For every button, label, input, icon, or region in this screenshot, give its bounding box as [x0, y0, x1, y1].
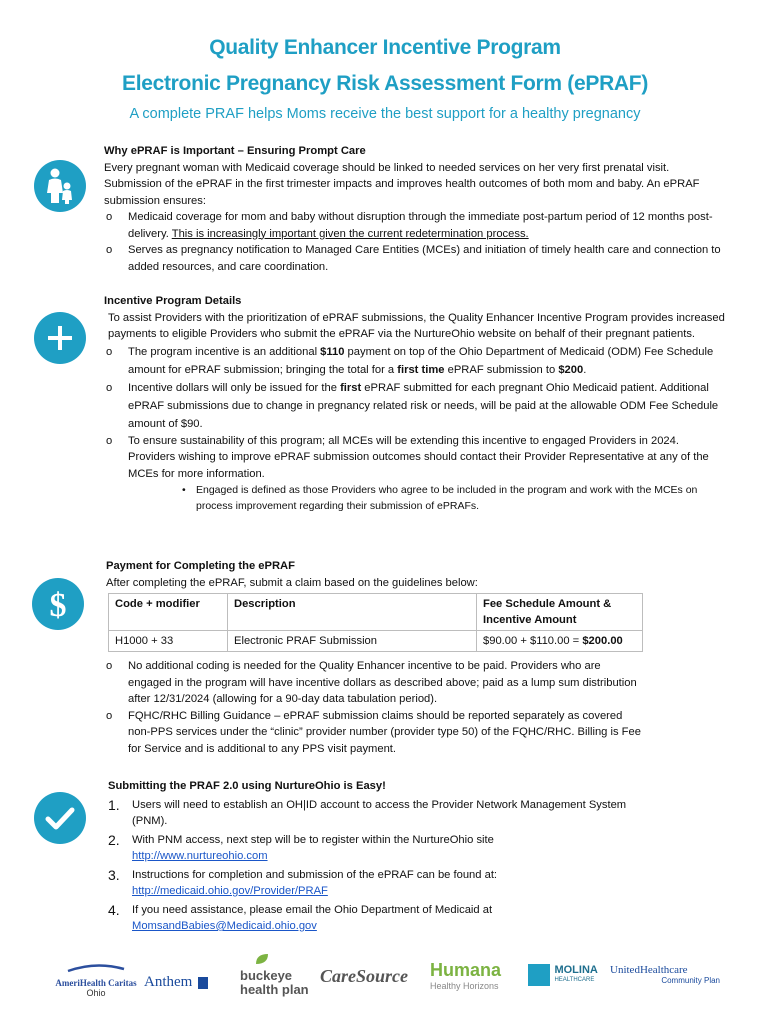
payment-bullets [104, 658, 646, 757]
col-header-description: Description [228, 594, 477, 631]
list-item: o The program incentive is an additional $110 payment on top of the Ohio Department of Medicaid (ODM) Fee Schedule amount for ePRAF submission; bringing the total for a first time ePRAF submission to $200. [104, 343, 726, 379]
praf-instructions-link[interactable]: http://medicaid.ohio.gov/Provider/PRAF [132, 885, 328, 897]
mother-child-icon [34, 160, 86, 212]
list-item: o FQHC/RHC Billing Guidance – ePRAF submission claims should be reported separately as covered non-PPS services under the “clinic” provider number (provider type 50) of the FQHC/RHC. Billing is Fee for Service and is additional to any PPS visit payment. [104, 708, 646, 758]
list-item: • Engaged is defined as those Providers who agree to be included in the program and work with the MCEs on process improvement regarding their submission of ePRAFs. [182, 482, 726, 514]
buckeye-logo: buckeye health plan [240, 952, 312, 997]
list-item: 4. If you need assistance, please email the Ohio Department of Medicaid at MomsandBabies@Medicaid.ohio.gov [108, 901, 493, 932]
humana-logo: Humana Healthy Horizons [430, 960, 502, 991]
list-item: 3. Instructions for completion and submission of the ePRAF can be found at: http://medicaid.ohio.gov/Provider/PRAF [108, 866, 498, 897]
title-line-1: Quality Enhancer Incentive Program [209, 36, 561, 59]
payment-notes [104, 658, 646, 757]
cell-amount: $90.00 + $110.00 = $200.00 [477, 631, 643, 652]
incentive-heading: Incentive Program Details [104, 295, 242, 307]
subtitle: A complete PRAF helps Moms receive the best support for a healthy pregnancy [129, 106, 641, 122]
molina-people-icon [528, 964, 550, 986]
list-item: o Medicaid coverage for mom and baby without disruption through the immediate post-partum period of 12 months post-delivery. This is increasingly important given the current redetermination process. [104, 209, 724, 242]
caresource-logo: CareSource [320, 966, 409, 986]
nurtureohio-link[interactable]: http://www.nurtureohio.com [132, 850, 268, 862]
why-section [104, 143, 724, 275]
why-heading: Why ePRAF is Important – Ensuring Prompt Care [104, 145, 366, 157]
molina-logo: MOLINA HEALTHCARE [528, 964, 608, 986]
cell-description: Electronic PRAF Submission [228, 631, 477, 652]
payment-intro: After completing the ePRAF, submit a claim based on the guidelines below: [106, 576, 478, 589]
incentive-section [104, 293, 726, 514]
title-line-2: Electronic Pregnancy Risk Assessment Form (ePRAF) [121, 72, 649, 95]
unitedhealthcare-logo: UnitedHealthcare Community Plan [610, 964, 720, 985]
list-item: o No additional coding is needed for the Quality Enhancer incentive to be paid. Providers who are engaged in the program will have incentive dollars as described above; paid as a lump sum distribution after 12/31/2024 (allowing for a 90-day data tabulation period). [104, 658, 646, 708]
fee-table [108, 593, 643, 652]
amerihealth-swoosh-icon [66, 963, 126, 973]
list-item: o To ensure sustainability of this program; all MCEs will be extending this incentive to engaged Providers in 2024. Providers wishing to improve ePRAF submission outcomes should contact their Provider Representative at any of the MCEs for more information. [104, 433, 726, 483]
anthem-logo: Anthem [144, 974, 234, 991]
submitting-heading: Submitting the PRAF 2.0 using NurtureOhio is Easy! [108, 780, 386, 792]
list-item: o Serves as pregnancy notification to Managed Care Entities (MCEs) and initiation of timely health care and connection to added resources, and care coordination. [104, 242, 724, 275]
table-header-row [109, 594, 643, 631]
list-item: o Incentive dollars will only be issued for the first ePRAF submitted for each pregnant Ohio Medicaid patient. Additional ePRAF submissions due to change in pregnancy related risk or needs, will be paid at the allowable ODM Fee Schedule amount of $90. [104, 379, 726, 433]
incentive-bullets [104, 343, 726, 483]
blue-cross-icon [198, 977, 208, 989]
list-item: 2. With PNM access, next step will be to register within the NurtureOhio site http://www.nurtureohio.com [108, 831, 494, 862]
submitting-steps [108, 797, 658, 935]
plus-icon [34, 312, 86, 364]
table-row [109, 631, 643, 652]
col-header-amount: Fee Schedule Amount & Incentive Amount [477, 594, 643, 631]
dollar-icon [32, 578, 84, 630]
leaf-icon [254, 952, 270, 966]
payment-section [106, 558, 726, 591]
amerihealth-logo: AmeriHealth Caritas Ohio [50, 960, 142, 998]
checkmark-icon [34, 792, 86, 844]
incentive-intro: To assist Providers with the prioritization of ePRAF submissions, the Quality Enhancer Incentive Program provides increased payments to eligible Providers who submit the ePRAF via the NurtureOhio website on behalf of their pregnant patients. [108, 311, 725, 340]
svg-text:$: $ [49, 587, 67, 624]
email-link[interactable]: MomsandBabies@Medicaid.ohio.gov [132, 920, 317, 932]
partner-logos [40, 948, 730, 1000]
list-item: 1. Users will need to establish an OH|ID account to access the Provider Network Management System (PNM). [108, 796, 627, 827]
submitting-section [108, 778, 658, 937]
payment-heading: Payment for Completing the ePRAF [106, 560, 295, 572]
incentive-sub-bullets [104, 482, 726, 514]
why-bullets [104, 209, 724, 275]
col-header-code: Code + modifier [109, 594, 228, 631]
cell-code: H1000 + 33 [109, 631, 228, 652]
why-intro: Every pregnant woman with Medicaid coverage should be linked to needed services on her very first prenatal visit. Submission of the ePRAF in the first trimester impacts and improves health outcomes of both mom and baby. An ePRAF submission ensures: [104, 161, 700, 207]
